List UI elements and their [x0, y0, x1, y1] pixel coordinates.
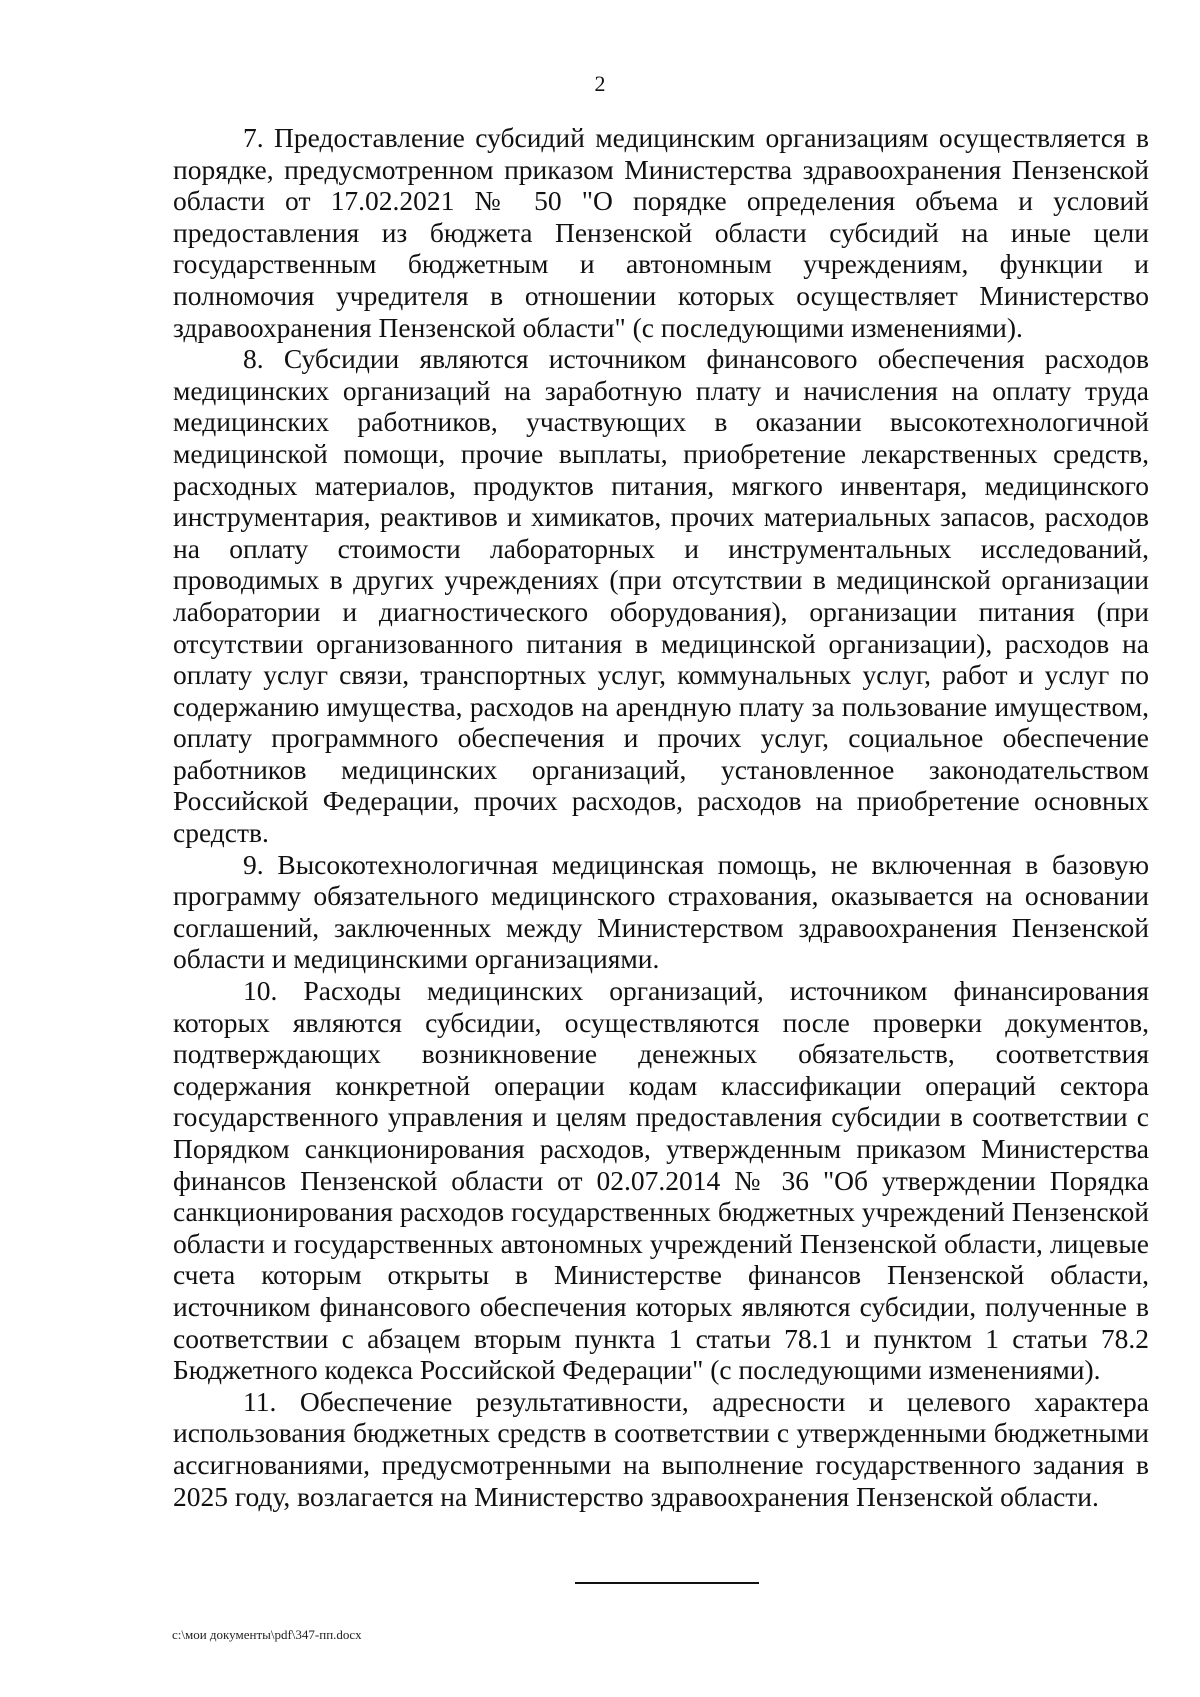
paragraph-7: 7. Предоставление субсидий медицинским организациям осуществляется в порядке, предусмотренном приказом Министерства здравоохранения Пензенской области от 17.02.2021 № 50 "О порядке определения объема и условий предоставления из бюджета Пензенской области субсидий на иные цели государственным бюджетным и автономным учреждениям, функции и полномочия учредителя в отношении которых осуществляет Министерство здравоохранения Пензенской области" (с последующими изменениями). [173, 122, 1149, 343]
paragraph-10: 10. Расходы медицинских организаций, источником финансирования которых являются субсидии, осуществляются после проверки документов, подтверждающих возникновение денежных обязательств, соответствия содержания конкретной операции кодам классификации операций сектора государственного управления и целям предоставления субсидии в соответствии с Порядком санкционирования расходов, утвержденным приказом Министерства финансов Пензенской области от 02.07.2014 № 36 "Об утверждении Порядка санкционирования расходов государственных бюджетных учреждений Пензенской области и государственных автономных учреждений Пензенской области, лицевые счета которым открыты в Министерстве финансов Пензенской области, источником финансового обеспечения которых являются субсидии, полученные в соответствии с абзацем вторым пункта 1 статьи 78.1 и пунктом 1 статьи 78.2 Бюджетного кодекса Российской Федерации" (с последующими изменениями). [173, 975, 1149, 1386]
page-number: 2 [594, 71, 606, 96]
end-separator-line [575, 1582, 759, 1584]
paragraph-9: 9. Высокотехнологичная медицинская помощь, не включенная в базовую программу обязательного медицинского страхования, оказывается на основании соглашений, заключенных между Министерством здравоохранения Пензенской области и медицинскими организациями. [173, 848, 1149, 975]
document-body [173, 122, 1149, 1512]
paragraph-8: 8. Субсидии являются источником финансового обеспечения расходов медицинских организаций на заработную плату и начисления на оплату труда медицинских работников, участвующих в оказании высокотехнологичной медицинской помощи, прочие выплаты, приобретение лекарственных средств, расходных материалов, продуктов питания, мягкого инвентаря, медицинского инструментария, реактивов и химикатов, прочих материальных запасов, расходов на оплату стоимости лабораторных и инструментальных исследований, проводимых в других учреждениях (при отсутствии в медицинской организации лаборатории и диагностического оборудования), организации питания (при отсутствии организованного питания в медицинской организации), расходов на оплату услуг связи, транспортных услуг, коммунальных услуг, работ и услуг по содержанию имущества, расходов на арендную плату за пользование имуществом, оплату программного обеспечения и прочих услуг, социальное обеспечение работников медицинских организаций, установленное законодательством Российской Федерации, прочих расходов, расходов на приобретение основных средств. [173, 343, 1149, 849]
footer-file-path: c:\мои документы\pdf\347-пп.docx [172, 1627, 362, 1642]
paragraph-11: 11. Обеспечение результативности, адресности и целевого характера использования бюджетных средств в соответствии с утвержденными бюджетными ассигнованиями, предусмотренными на выполнение государственного задания в 2025 году, возлагается на Министерство здравоохранения Пензенской области. [173, 1385, 1149, 1512]
